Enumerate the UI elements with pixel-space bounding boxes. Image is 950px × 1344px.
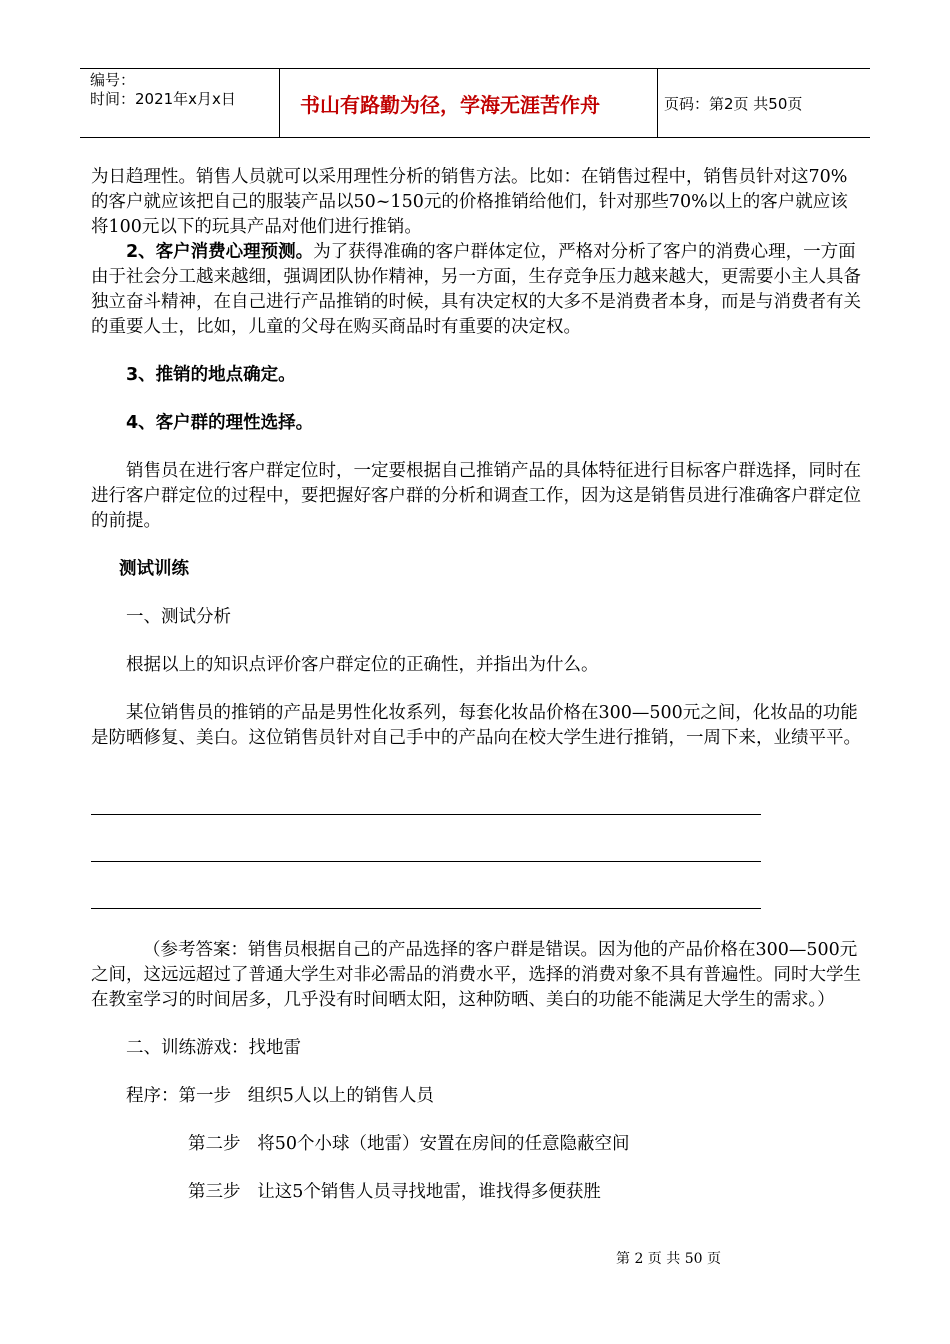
step-2 — [91, 1132, 861, 1157]
step-1 — [91, 1084, 861, 1109]
step-2-label: 第二步 — [188, 1134, 241, 1154]
header-motto: 书山有路勤为径，学海无涯苦作舟 — [280, 69, 658, 137]
document-body — [91, 165, 861, 751]
answer-line-1 — [91, 814, 761, 815]
header-page-info: 页码：第2页 共50页 — [664, 94, 803, 113]
number-label: 编号： — [90, 71, 136, 89]
paragraph-6: 根据以上的知识点评价客户群定位的正确性，并指出为什么。 — [126, 655, 599, 675]
paragraph-5: 销售员在进行客户群定位时，一定要根据自己推销产品的具体特征进行目标客户群选择，同时在进行客户群定位的过程中，要把握好客户群的分析和调查工作，因为这是销售员进行准确客户群定位的前提。 — [91, 461, 861, 531]
paragraph-7: 某位销售员的推销的产品是男性化妆系列，每套化妆品价格在300—500元之间，化妆品的功能是防晒修复、美白。这位销售员针对自己手中的产品向在校大学生进行推销，一周下来，业绩平平。 — [91, 703, 861, 748]
heading-2: 2、客户消费心理预测。 — [126, 242, 314, 262]
answer-line-2 — [91, 861, 761, 862]
paragraph-2-text: 为了获得准确的客户群体定位，严格对分析了客户的消费心理，一方面由于社会分工越来越细，强调团队协作精神，另一方面，生存竞争压力越来越大，更需要小主人具备独立奋斗精神，在自己进行产品推销的时候，具有决定权的大多不是消费者本身，而是与消费者有关的重要人士，比如，儿童的父母在购买商品时有重要的决定权。 — [91, 242, 861, 337]
document-header — [80, 68, 870, 138]
step-3-text: 让这5个销售人员寻找地雷，谁找得多便获胜 — [257, 1182, 601, 1202]
subsection-1: 一、测试分析 — [126, 607, 231, 627]
answer-line-3 — [91, 908, 761, 909]
paragraph-2 — [91, 240, 861, 340]
section-title: 测试训练 — [119, 559, 189, 579]
reference-answer: （参考答案：销售员根据自己的产品选择的客户群是错误。因为他的产品价格在300—500元之间，这远远超过了普通大学生对非必需品的消费水平，选择的消费对象不具有普遍性。同时大学生在教室学习的时间居多，几乎没有时间晒太阳，这种防晒、美白的功能不能满足大学生的需求。） — [91, 940, 861, 1010]
step-3-label: 第三步 — [188, 1182, 241, 1202]
step-1-text: 组织5人以上的销售人员 — [247, 1086, 434, 1106]
paragraph-1: 为日趋理性。销售人员就可以采用理性分析的销售方法。比如：在销售过程中，销售员针对这70%的客户就应该把自己的服装产品以50~150元的价格推销给他们，针对那些70%以上的客户就应该将100元以下的玩具产品对他们进行推销。 — [91, 167, 848, 237]
document-body-2 — [91, 938, 861, 1205]
step-2-text: 将50个小球（地雷）安置在房间的任意隐蔽空间 — [257, 1134, 630, 1154]
subsection-2: 二、训练游戏：找地雷 — [126, 1038, 301, 1058]
step-3 — [91, 1180, 861, 1205]
heading-3: 3、推销的地点确定。 — [126, 365, 296, 385]
heading-4: 4、客户群的理性选择。 — [126, 413, 314, 433]
step-1-label: 程序：第一步 — [126, 1086, 231, 1106]
header-meta — [80, 69, 280, 137]
page-footer: 第 2 页 共 50 页 — [616, 1251, 721, 1267]
date-label: 时间：2021年x月x日 — [90, 90, 236, 108]
